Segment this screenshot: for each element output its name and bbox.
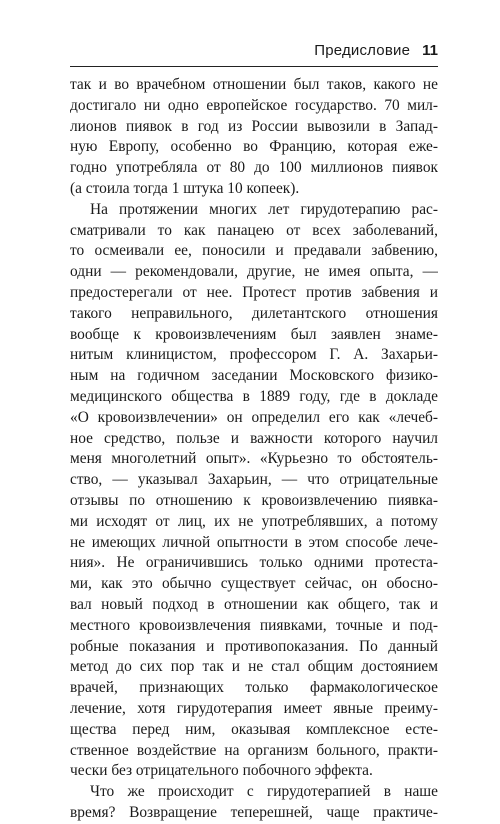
- text-line: чески без отрицательного побочного эффекта.: [70, 762, 373, 780]
- text-line: ным на годичном заседании Московского физико-: [70, 367, 438, 385]
- text-line: ное средство, пользе и важности которого научил: [70, 429, 438, 447]
- text-line: так и во врачебном отношении был таков, какого не: [70, 76, 438, 93]
- text-line: Что же происходит с гирудотерапией в наше: [90, 783, 438, 801]
- header-rule: [70, 66, 438, 67]
- text-line: (а стоила тогда 1 штука 10 копеек).: [70, 179, 300, 197]
- text-line: такого неправильного, дилетантского отношения: [70, 304, 438, 322]
- text-line: ную Европу, особенно во Францию, которая еже-: [70, 138, 438, 156]
- text-line: меня многолетний опыт». «Курьезно то обстоятель-: [70, 450, 438, 468]
- text-line: «О кровоизвлечении» он определил его как «лечеб-: [70, 408, 438, 426]
- text-line: одни — рекомендовали, другие, не имея опыта, —: [70, 263, 438, 281]
- body-text: [70, 75, 438, 824]
- page-number: 11: [422, 41, 438, 59]
- text-line: робные показания и противопоказания. По данный: [70, 637, 438, 655]
- text-line: лионов пиявок в год из России вывозили в Запад-: [70, 117, 438, 135]
- text-line: метод до сих пор так и не стал общим достоянием: [70, 658, 438, 676]
- text-line: щества перед ним, оказывая комплексное есте-: [70, 720, 438, 738]
- text-line: отзывы по отношению к кровоизвлечению пиявка-: [70, 491, 438, 509]
- text-line: медицинского общества в 1889 году, где в докладе: [70, 387, 438, 405]
- text-line: ния». Не ограничившись только одними протеста-: [70, 554, 438, 572]
- text-line: время? Возвращение теперешней, чаще практиче-: [70, 803, 438, 821]
- text-line: достигало ни одно европейское государство. 70 мил-: [70, 96, 438, 114]
- running-header: [70, 38, 438, 62]
- text-line: годно употребляла от 80 до 100 миллионов пиявок: [70, 159, 438, 177]
- text-line: нитым клиницистом, профессором Г. А. Захарьи-: [70, 346, 438, 364]
- text-line: ственное воздействие на организм больного, практи-: [70, 741, 438, 759]
- text-line: вообще к кровоизвлечениям был заявлен знаме-: [70, 325, 438, 343]
- text-line: лечение, хотя гирудотерапия имеет явные преиму-: [70, 699, 438, 717]
- text-line: врачей, признающих только фармакологическое: [70, 679, 438, 697]
- text-line: ми, как это обычно существует сейчас, он обосно-: [70, 575, 438, 593]
- text-line: местного кровоизвлечения пиявками, точные и под-: [70, 616, 438, 634]
- text-line: На протяжении многих лет гирудотерапию рас-: [90, 200, 438, 218]
- section-title: Предисловие: [314, 41, 411, 59]
- text-line: то осмеивали ее, поносили и предавали забвению,: [70, 242, 438, 260]
- text-line: сматривали то как панацею от всех заболеваний,: [70, 221, 438, 239]
- text-line: предостерегали от нее. Протест против забвения и: [70, 283, 438, 301]
- text-line: вал новый подход в отношении как общего, так и: [70, 595, 438, 613]
- text-line: не имеющих личной опытности в этом способе лече-: [70, 533, 438, 551]
- text-line: ми исходят от лиц, их не употреблявших, а потому: [70, 512, 438, 530]
- text-line: ство, — указывал Захарьин, — что отрицательные: [70, 471, 438, 489]
